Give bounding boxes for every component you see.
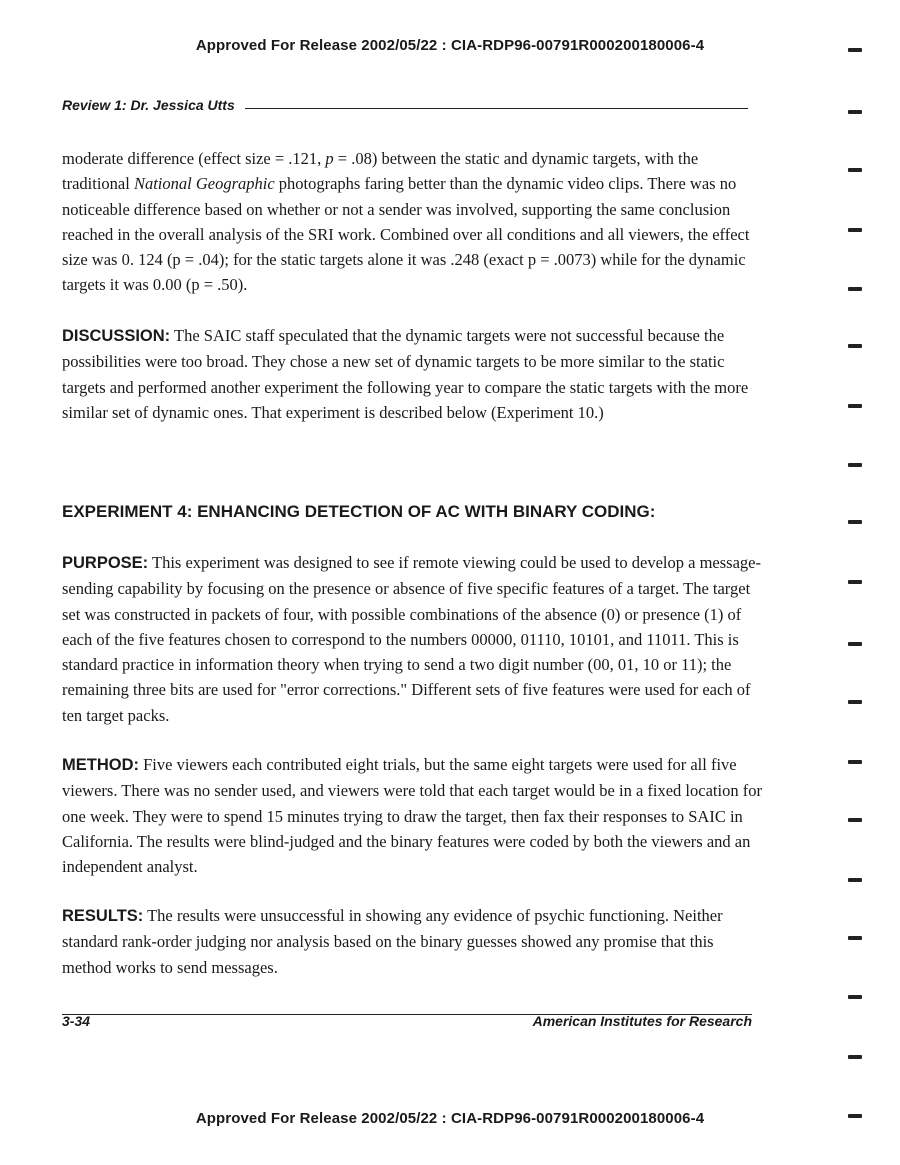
discussion-text: The SAIC staff speculated that the dynamic targets were not successful because the possibilities were too broad. They chose a new set of dynamic targets to be more similar to the static targets and performed another experiment the following year to compare the static targets with the more similar set of dynamic ones. That experiment is described below (Experiment 10.)	[62, 326, 749, 422]
discussion-label: DISCUSSION:	[62, 327, 171, 345]
results-text: The results were unsuccessful in showing any evidence of psychic functioning. Neither standard rank-order judging nor analysis based on the binary guesses showed any promise that this method works to send messages.	[62, 906, 723, 977]
page-footer	[62, 1013, 752, 1029]
scan-mark	[848, 818, 862, 822]
scan-mark	[848, 48, 862, 52]
running-head-rule	[245, 108, 748, 109]
p1-italic-national-geographic: National Geographic	[133, 174, 275, 194]
scan-mark	[848, 936, 862, 940]
scan-mark	[848, 228, 862, 232]
release-stamp-bottom: Approved For Release 2002/05/22 : CIA-RDP96-00791R000200180006-4	[195, 1110, 705, 1127]
p1-text-1: moderate difference (effect size = .121,	[62, 149, 326, 168]
results-paragraph	[62, 903, 762, 980]
method-paragraph	[62, 752, 762, 879]
p1-text-2: = .08) between the static and dynamic targets, with the traditional	[62, 149, 699, 194]
page-number: 3-34	[62, 1013, 91, 1029]
release-stamp-top: Approved For Release 2002/05/22 : CIA-RDP96-00791R000200180006-4	[195, 37, 705, 54]
scan-mark	[848, 1055, 862, 1059]
running-head-text: Review 1: Dr. Jessica Utts	[62, 97, 235, 113]
scan-mark	[848, 580, 862, 584]
footer-organization: American Institutes for Research	[532, 1013, 752, 1029]
scan-mark	[848, 344, 862, 348]
purpose-paragraph	[62, 550, 762, 728]
p1-text-3: photographs faring better than the dynamic video clips. There was no noticeable difference based on whether or not a sender was involved, supporting the same conclusion reached in the overall analysis of the SRI work. Combined over all conditions and all viewers, the effect size was 0. 124 (p = .04); for the static targets alone it was .248 (exact p = .0073) while for the dynamic targets it was 0.00 (p = .50).	[62, 174, 750, 295]
scan-mark	[848, 642, 862, 646]
p1-italic-p: p	[325, 149, 334, 168]
scan-mark	[848, 287, 862, 291]
purpose-label: PURPOSE:	[62, 554, 149, 572]
scan-mark	[848, 1114, 862, 1118]
method-text: Five viewers each contributed eight trials, but the same eight targets were used for all five viewers. There was no sender used, and viewers were told that each target would be in a fixed location for one week. They were to spend 15 minutes trying to draw the target, then fax their responses to SAIC in California. The results were blind-judged and the binary features were coded by both the viewers and an independent analyst.	[62, 755, 762, 877]
scan-mark	[848, 463, 862, 467]
scan-mark	[848, 700, 862, 704]
results-label: RESULTS:	[62, 907, 144, 925]
scan-mark	[848, 110, 862, 114]
scan-mark	[848, 760, 862, 764]
scan-mark	[848, 878, 862, 882]
running-head	[62, 97, 748, 113]
method-label: METHOD:	[62, 756, 139, 774]
experiment-heading: EXPERIMENT 4: ENHANCING DETECTION OF AC WITH BINARY CODING:	[62, 502, 656, 521]
scan-mark	[848, 168, 862, 172]
purpose-text: This experiment was designed to see if remote viewing could be used to develop a message-sending capability by focusing on the presence or absence of five specific features of a target. The target set was constructed in packets of four, with possible combinations of the absence (0) or presence (1) of each of the five features chosen to correspond to the numbers 00000, 01110, 10101, and 11011. This is standard practice in information theory when trying to send a two digit number (00, 01, 10 or 11); the remaining three bits are used for "error corrections." Different sets of five features were used for each of ten target packs.	[62, 553, 761, 725]
discussion-paragraph	[62, 323, 762, 425]
scan-mark	[848, 404, 862, 408]
results-paragraph-continued	[62, 146, 762, 298]
scan-mark	[848, 995, 862, 999]
scan-mark	[848, 520, 862, 524]
